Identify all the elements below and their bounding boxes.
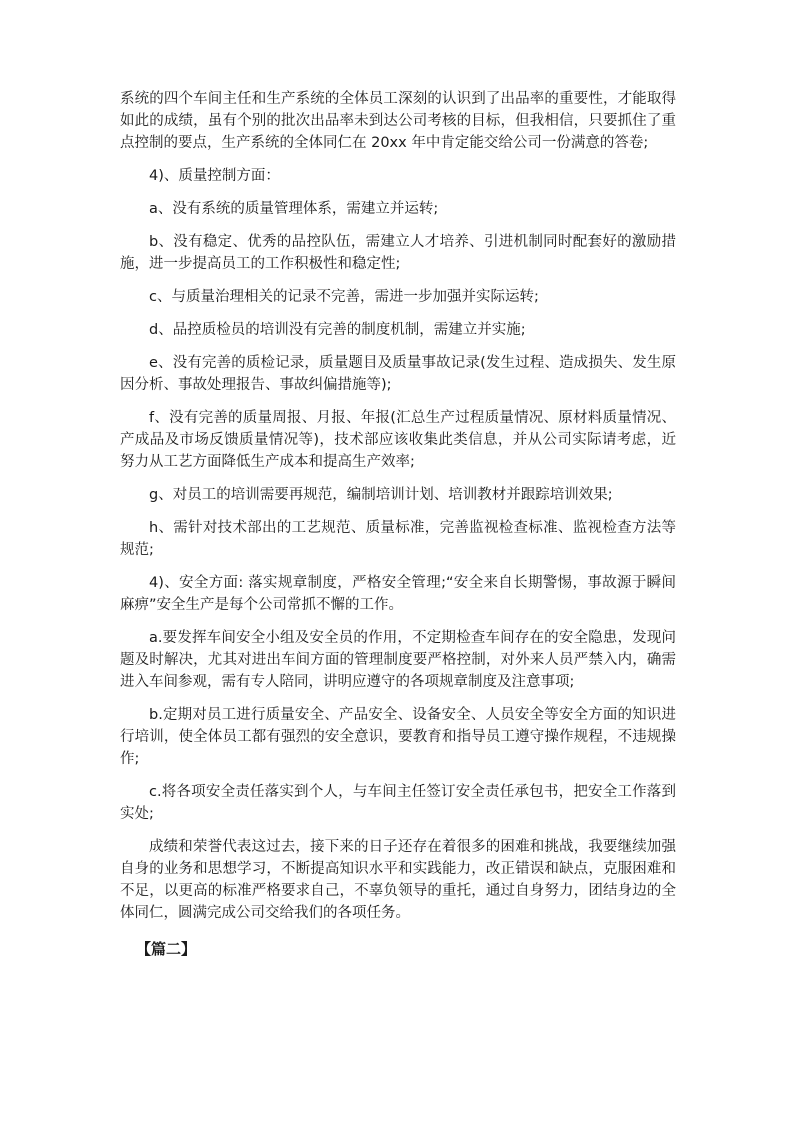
paragraph-safety-heading: 4)、安全方面: 落实规章制度，严格安全管理;“安全来自长期警惕，事故源于瞬间麻痹”安全生产是每个公司常抓不懈的工作。 <box>120 575 676 613</box>
paragraph-quality-d: d、品控质检员的培训没有完善的制度机制，需建立并实施; <box>149 322 526 338</box>
section-heading: 【篇二】 <box>136 940 197 958</box>
paragraph-quality-heading: 4)、质量控制方面： <box>149 168 280 184</box>
paragraph-quality-g: g、对员工的培训需要再规范，编制培训计划、培训教材并跟踪培训效果; <box>149 487 613 503</box>
paragraph-intro: 系统的四个车间主任和生产系统的全体员工深刻的认识到了出品率的重要性，才能取得如此的成绩，虽有个别的批次出品率未到达公司考核的目标，但我相信，只要抓住了重点控制的要点，生产系统的全体同仁在 20xx 年中肯定能交给公司一份满意的答卷; <box>120 91 676 151</box>
paragraph-safety-a: a.要发挥车间安全小组及安全员的作用，不定期检查车间存在的安全隐患，发现问题及时解决，尤其对进出车间方面的管理制度要严格控制，对外来人员严禁入内，确需进入车间参观，需有专人陪同，讲明应遵守的各项规章制度及注意事项; <box>120 630 676 690</box>
paragraph-quality-c: c、与质量治理相关的记录不完善，需进一步加强并实际运转; <box>149 289 539 305</box>
paragraph-closing: 成绩和荣誉代表这过去，接下来的日子还存在着很多的困难和挑战，我要继续加强自身的业务和思想学习，不断提高知识水平和实践能力，改正错误和缺点，克服困难和不足，以更高的标准严格要求自己，不辜负领导的重托，通过自身努力，团结身边的全体同仁，圆满完成公司交给我们的各项任务。 <box>120 839 676 921</box>
paragraph-safety-c: c.将各项安全责任落实到个人，与车间主任签订安全责任承包书，把安全工作落到实处; <box>120 784 676 822</box>
paragraph-quality-a: a、没有系统的质量管理体系，需建立并运转; <box>149 201 439 217</box>
paragraph-quality-f: f、没有完善的质量周报、月报、年报(汇总生产过程质量情况、原材料质量情况、产成品及市场反馈质量情况等)，技术部应该收集此类信息，并从公司实际请考虑，近努力从工艺方面降低生产成本和提高生产效率; <box>120 410 676 470</box>
paragraph-quality-b: b、没有稳定、优秀的品控队伍，需建立人才培养、引进机制同时配套好的激励措施，进一步提高员工的工作积极性和稳定性; <box>120 234 676 272</box>
paragraph-quality-h: h、需针对技术部出的工艺规范、质量标准，完善监视检查标准、监视检查方法等规范; <box>120 520 676 558</box>
paragraph-safety-b: b.定期对员工进行质量安全、产品安全、设备安全、人员安全等安全方面的知识进行培训，使全体员工都有强烈的安全意识，要教育和指导员工遵守操作规程，不违规操作; <box>120 707 676 767</box>
paragraph-quality-e: e、没有完善的质检记录，质量题目及质量事故记录(发生过程、造成损失、发生原因分析、事故处理报告、事故纠偏措施等); <box>120 355 676 393</box>
document-body <box>120 88 676 960</box>
